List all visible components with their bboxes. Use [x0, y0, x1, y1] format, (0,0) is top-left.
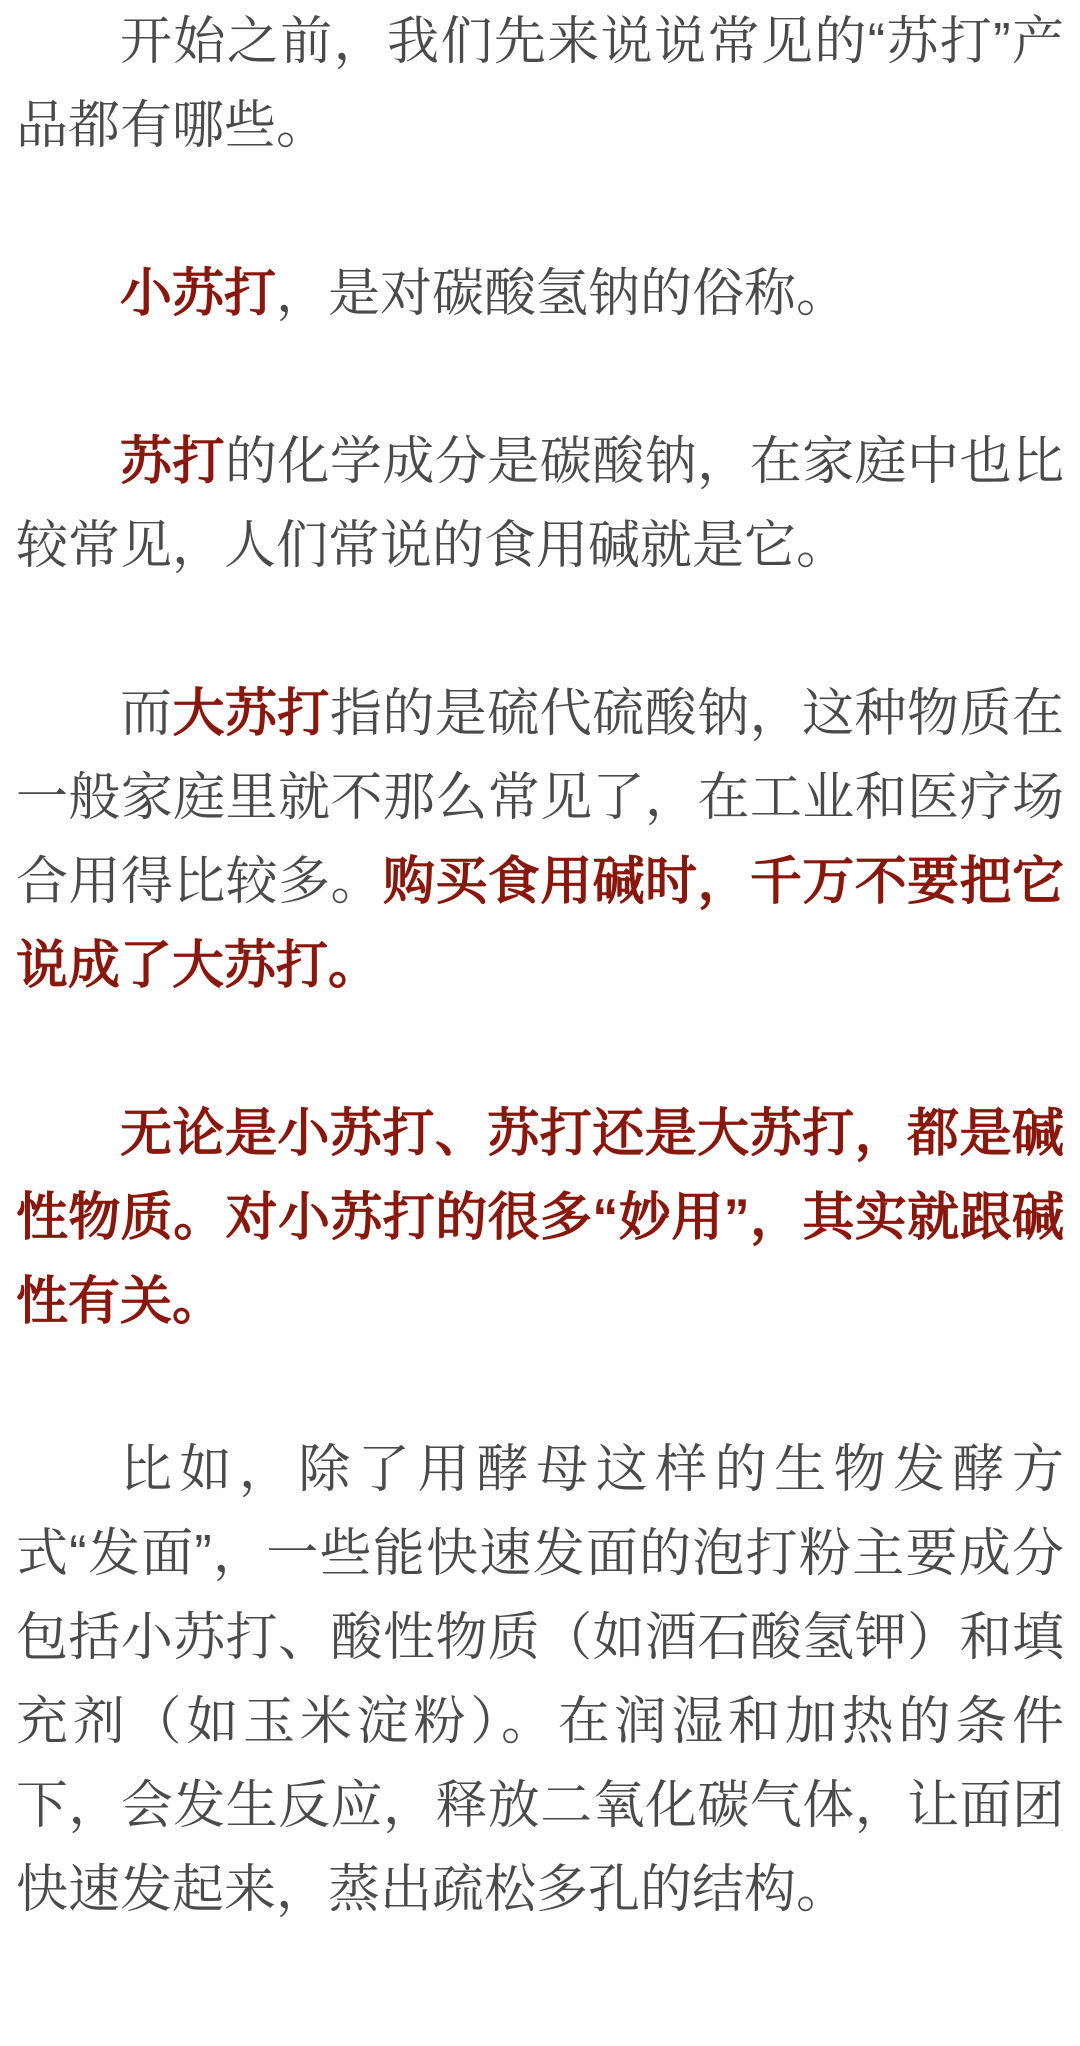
body-text-run: 开始之前，我们先来说说常见的“苏打”产品都有哪些。 [16, 13, 1064, 155]
emphasis-text-run: 无论是小苏打、苏打还是大苏打，都是碱性物质。对小苏打的很多“妙用”，其实就跟碱性有关。 [16, 1105, 1064, 1331]
paragraph [16, 252, 1064, 336]
body-text-run: 的化学成分是碳酸钠，在家庭中也比较常见，人们常说的食用碱就是它。 [16, 433, 1064, 575]
paragraph [16, 1092, 1064, 1344]
emphasis-text-run: 购买食用碱时，千万不要把它说成了大苏打。 [16, 853, 1064, 995]
body-text-run: 指的是硫代硫酸钠，这种物质在一般家庭里就不那么常见了，在工业和医疗场合用得比较多。 [16, 685, 1064, 911]
paragraph [16, 1428, 1064, 1932]
emphasis-text-run: 大苏打 [172, 685, 330, 743]
body-text-run: 比如，除了用酵母这样的生物发酵方式“发面”，一些能快速发面的泡打粉主要成分包括小苏打、酸性物质（如酒石酸氢钾）和填充剂（如玉米淀粉）。在润湿和加热的条件下，会发生反应，释放二氧化碳气体，让面团快速发起来，蒸出疏松多孔的结构。 [16, 1441, 1064, 1919]
emphasis-text-run: 小苏打 [120, 265, 277, 323]
body-text-run: 而 [120, 685, 173, 743]
paragraph [16, 0, 1064, 168]
body-text-run: ，是对碳酸氢钠的俗称。 [276, 265, 849, 323]
paragraph [16, 420, 1064, 588]
emphasis-text-run: 苏打 [120, 433, 225, 491]
paragraph [16, 672, 1064, 1008]
